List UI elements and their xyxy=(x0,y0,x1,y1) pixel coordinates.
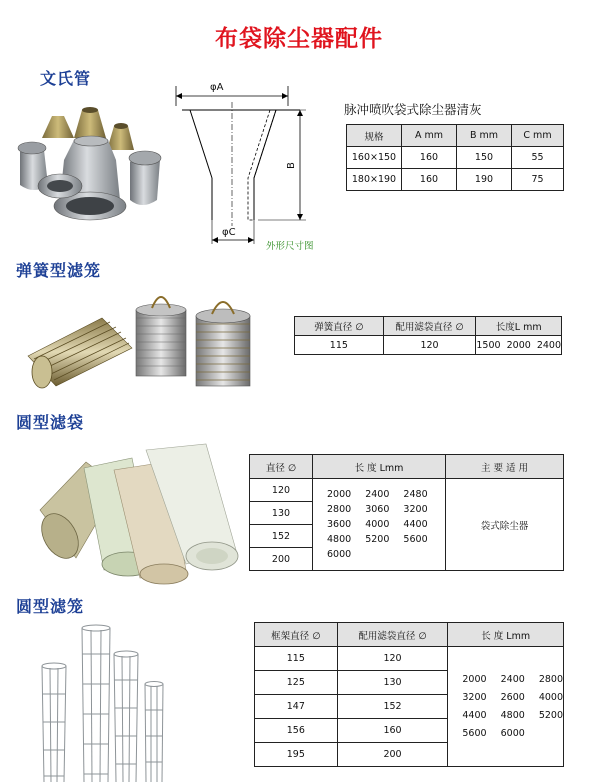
round-cage-photo xyxy=(30,624,180,784)
cell: 150 xyxy=(457,147,512,169)
length-line: 2000 2400 2480 xyxy=(327,489,428,500)
spring-header-length: 长度L mm xyxy=(476,317,562,336)
round-bag-photo xyxy=(36,440,244,590)
spring-cage-heading: 弹簧型滤笼 xyxy=(16,261,102,280)
round-bag-header-length: 长 度 Lmm xyxy=(313,455,446,479)
cell: 115 xyxy=(255,647,338,671)
cell: 160 xyxy=(402,147,457,169)
venturi-header-c: C mm xyxy=(512,125,564,147)
cell: 160 xyxy=(402,169,457,191)
cell: 160 xyxy=(337,719,448,743)
venturi-header-a: A mm xyxy=(402,125,457,147)
table-row xyxy=(347,169,564,191)
spring-cage-table xyxy=(294,316,562,355)
cell: 152 xyxy=(250,525,313,548)
venturi-photo xyxy=(12,100,172,225)
cell: 120 xyxy=(337,647,448,671)
table-row xyxy=(347,147,564,169)
cell: 75 xyxy=(512,169,564,191)
cell: 130 xyxy=(250,502,313,525)
cell: 120 xyxy=(383,336,476,355)
length-line: 2000 2400 2800 xyxy=(462,673,563,685)
dimension-drawing-caption: 外形尺寸图 xyxy=(266,241,314,252)
round-bag-header-diameter: 直径 ∅ xyxy=(250,455,313,479)
cell: 190 xyxy=(457,169,512,191)
round-cage-table xyxy=(254,622,564,767)
cell: 125 xyxy=(255,671,338,695)
round-bag-lengths-cell xyxy=(313,479,446,571)
length-line: 5600 6000 xyxy=(462,727,525,739)
round-bag-heading: 圆型滤袋 xyxy=(16,413,85,432)
cell: 152 xyxy=(337,695,448,719)
round-cage-header-bag-diameter: 配用滤袋直径 ∅ xyxy=(337,623,448,647)
round-cage-lengths-cell xyxy=(448,647,564,767)
cell: 120 xyxy=(250,479,313,502)
cell: 115 xyxy=(295,336,384,355)
table-row xyxy=(250,479,564,502)
venturi-spec-table xyxy=(346,124,564,191)
venturi-heading: 文氏管 xyxy=(40,69,92,88)
round-bag-usage-cell: 袋式除尘器 xyxy=(446,479,564,571)
cell: 200 xyxy=(250,548,313,571)
cell: 55 xyxy=(512,147,564,169)
cell: 156 xyxy=(255,719,338,743)
round-cage-heading: 圆型滤笼 xyxy=(16,597,85,616)
cell: 160×150 xyxy=(347,147,402,169)
round-cage-header-frame-diameter: 框架直径 ∅ xyxy=(255,623,338,647)
dimension-label-b: B xyxy=(285,162,297,169)
length-line: 3600 4000 4400 xyxy=(327,519,428,530)
table-row xyxy=(255,647,564,671)
dimension-label-c: φC xyxy=(222,227,236,238)
spring-cage-photo xyxy=(24,282,264,392)
venturi-header-b: B mm xyxy=(457,125,512,147)
length-line: 4400 4800 5200 xyxy=(462,709,563,721)
length-line: 4800 5200 5600 xyxy=(327,534,428,545)
venturi-caption: 脉冲喷吹袋式除尘器清灰 xyxy=(344,102,482,117)
cell: 130 xyxy=(337,671,448,695)
round-cage-header-length: 长 度 Lmm xyxy=(448,623,564,647)
round-bag-table xyxy=(249,454,564,571)
length-line: 6000 xyxy=(327,549,352,560)
length-line: 3200 2600 4000 xyxy=(462,691,563,703)
venturi-dimension-drawing xyxy=(172,80,322,250)
page-title: 布袋除尘器配件 xyxy=(215,26,383,52)
cell: 195 xyxy=(255,743,338,767)
round-bag-header-usage: 主 要 适 用 xyxy=(446,455,564,479)
cell: 180×190 xyxy=(347,169,402,191)
dimension-label-a: φA xyxy=(210,82,224,93)
cell: 200 xyxy=(337,743,448,767)
length-line: 2800 3060 3200 xyxy=(327,504,428,515)
cell: 1500 2000 2400 xyxy=(476,336,562,355)
spring-header-bag-diameter: 配用滤袋直径 ∅ xyxy=(383,317,476,336)
table-row xyxy=(295,336,562,355)
spring-header-diameter: 弹簧直径 ∅ xyxy=(295,317,384,336)
venturi-header-spec: 规格 xyxy=(347,125,402,147)
cell: 147 xyxy=(255,695,338,719)
